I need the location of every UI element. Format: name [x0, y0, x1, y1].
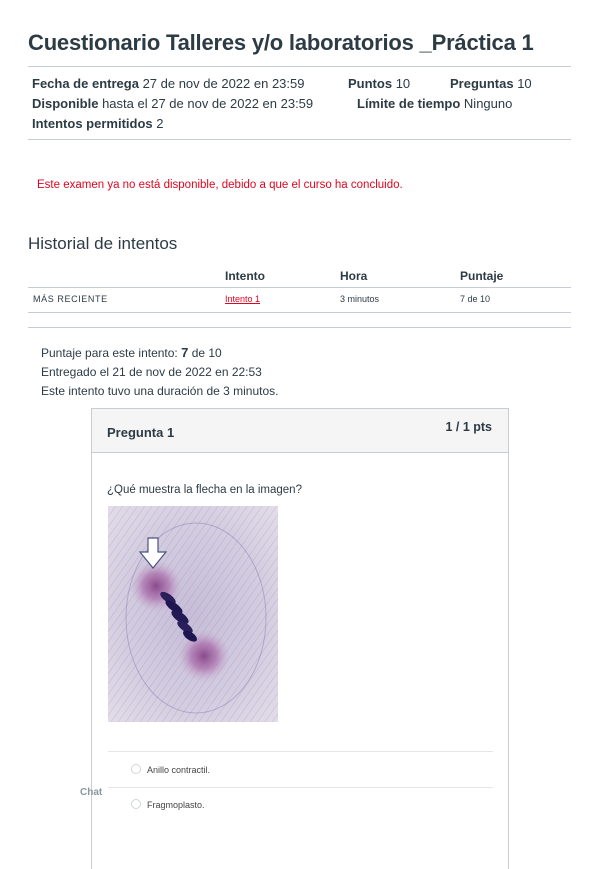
points-label: Puntos: [348, 76, 393, 91]
question-text: ¿Qué muestra la flecha en la imagen?: [107, 484, 302, 496]
answer-divider: [108, 751, 493, 752]
divider: [28, 66, 571, 67]
attempts-value: 2: [156, 116, 164, 131]
column-time: Hora: [340, 269, 368, 283]
column-score: Puntaje: [460, 269, 504, 283]
answer-option-2: Fragmoplasto.: [147, 800, 205, 810]
table-row-divider: [28, 312, 571, 313]
questions: [450, 76, 532, 91]
question-points: 1 / 1 pts: [445, 420, 492, 434]
time-limit-label: Límite de tiempo: [357, 96, 461, 111]
score-prefix: Puntaje para este intento:: [41, 346, 178, 360]
time-limit-value: Ninguno: [463, 96, 513, 111]
divider: [28, 139, 571, 140]
row-time: 3 minutos: [340, 294, 380, 304]
divider: [91, 806, 92, 820]
page-title: Cuestionario Talleres y/o laboratorios _Práctica 1: [28, 30, 534, 55]
available: [32, 96, 313, 111]
time-limit: [357, 96, 512, 111]
attempt-link[interactable]: Intento 1: [225, 294, 261, 304]
due-value: 27 de nov de 2022 en 23:59: [142, 76, 305, 91]
questions-value: 10: [517, 76, 532, 91]
attempt-score: [41, 345, 222, 360]
history-heading: Historial de intentos: [28, 234, 178, 253]
unavailable-message: Este examen ya no está disponible, debido a que el curso ha concluido.: [37, 179, 403, 191]
answer-divider: [108, 787, 493, 788]
row-score: 7 de 10: [460, 294, 491, 304]
points: [348, 76, 410, 91]
mitosis-image: [108, 506, 278, 722]
attempt-duration: Este intento tuvo una duración de 3 minutos.: [41, 384, 279, 398]
attempts-label: Intentos permitidos: [32, 116, 153, 131]
answer-option-1: Anillo contractil.: [147, 765, 211, 775]
submitted-at: Entregado el 21 de nov de 2022 en 22:53: [41, 365, 262, 379]
question-header: [92, 409, 508, 453]
answer-radio[interactable]: [131, 764, 141, 774]
table-header-divider: [28, 287, 571, 288]
available-value: hasta el 27 de nov de 2022 en 23:59: [102, 96, 314, 111]
row-label: MÁS RECIENTE: [33, 294, 108, 304]
points-value: 10: [395, 76, 411, 91]
chat-button[interactable]: Chat: [80, 787, 103, 798]
column-attempt: Intento: [225, 269, 265, 283]
due-date: [32, 76, 305, 91]
questions-label: Preguntas: [450, 76, 514, 91]
score-value: 7: [181, 345, 189, 360]
question-title: Pregunta 1: [107, 425, 175, 440]
divider: [28, 327, 571, 328]
due-label: Fecha de entrega: [32, 76, 139, 91]
answer-radio[interactable]: [131, 799, 141, 809]
available-label: Disponible: [32, 96, 99, 111]
attempts-allowed: [32, 116, 163, 131]
score-suffix: de 10: [191, 346, 222, 360]
